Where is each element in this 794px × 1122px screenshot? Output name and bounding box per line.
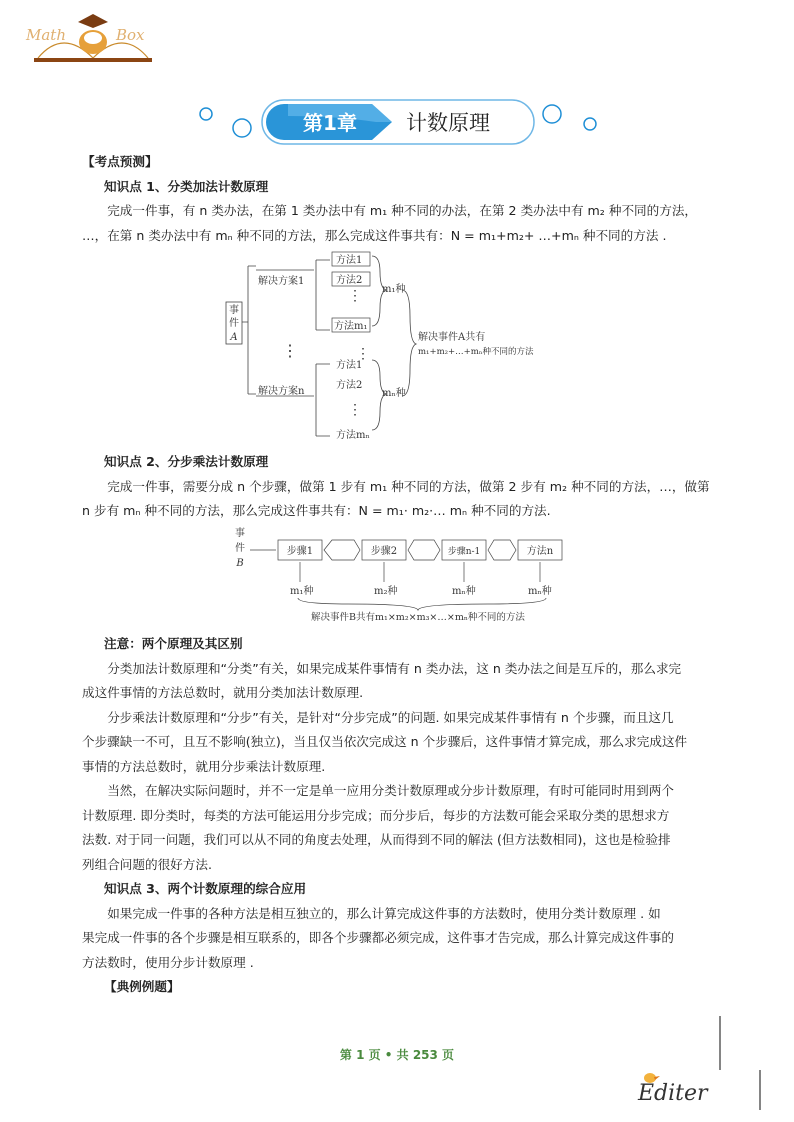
method-n1: 方法1 [336,360,363,371]
classification-diagram [222,246,582,446]
result-b: 解决事件B共有m₁×m₂×m₃×…×mₙ种不同的方法 [311,612,525,623]
svg-text:⋮: ⋮ [356,346,370,362]
note-p3a: 当然，在解决实际问题时，并不一定是单一应用分类计数原理或分步计数原理，有时可能同时用到两个 [107,783,674,798]
result-1: 解决事件A共有 [418,332,486,343]
k2-p2: n 步有 mₙ 种不同的方法，那么完成这件事共有：N = m₁· m₂·… mₙ 种不同的方法. [82,503,551,518]
note-p1a: 分类加法计数原理和“分类”有关，如果完成某件事情有 n 类办法，这 n 类办法之间是互斥的，那么求完 [107,660,682,676]
method-n2: 方法2 [336,380,363,391]
plan-1: 解决方案1 [258,276,305,287]
step-n: 方法n [526,546,554,557]
note-p2c: 事情的方法总数时，就用分步乘法计数原理. [82,758,326,774]
k3-p2: 果完成一件事的各个步骤是相互联系的，即各个步骤都必须完成，这件事才告完成，那么计算完成这件事的 [82,930,674,945]
section-examples: 【典例例题】 [104,979,180,994]
chapter-label: 第1章 [303,111,357,135]
note-p2b: 个步骤缺一不可，且互不影响(独立)，当且仅当依次完成这 n 个步骤后，这件事情才算完成，那么求完成这件 [82,734,688,749]
k3-p3: 方法数时，使用分步计数原理 . [82,954,254,970]
note-p3b: 计数原理. 即分类时，每类的方法可能运用分步完成；而分步后，每步的方法数可能会采取分类的思想求方 [82,807,670,823]
k2-heading: 知识点 2、分步乘法计数原理 [104,454,269,469]
k3-p1: 如果完成一件事的各种方法是相互独立的，那么计算完成这件事的方法数时，使用分类计数原理 . 如 [107,905,661,921]
event-b-1: 事 [235,528,245,539]
k1-p1: 完成一件事，有 n 类办法，在第 1 类办法中有 m₁ 种不同的办法，在第 2 类办法中有 m₂ 种不同的方法， [107,203,698,218]
count-1: m₁种 [290,586,314,597]
note-p3c: 法数. 对于同一问题，我们可以从不同的角度去处理，从而得到不同的解法 (但方法数相同)，这也是检验排 [82,832,671,847]
event-a-1: 事 [229,305,239,316]
chapter-banner [196,96,566,152]
content-2 [82,450,722,524]
page-footer: 第 1 页 • 共 253 页 [339,1048,455,1062]
svg-text:⋮: ⋮ [348,288,362,304]
event-a-3: A [230,332,238,343]
k3-heading: 知识点 3、两个计数原理的综合应用 [104,881,307,896]
event-b-2: 件 [235,543,245,554]
step-diagram [228,524,568,624]
logo-box: Box [116,26,145,44]
content-3 [82,632,722,1000]
count-2: m₂种 [374,586,398,597]
method-m1: 方法m₁ [334,321,368,332]
decor-circle [580,114,600,134]
plan-n: 解决方案n [258,386,305,397]
brace-m1: m₁种 [382,284,406,295]
note-p1b: 成这件事情的方法总数时，就用分类加法计数原理. [82,685,364,700]
event-b-3: B [236,558,244,569]
step-n-1: 步骤n-1 [447,547,481,557]
step-1: 步骤1 [286,546,314,557]
method-mn: 方法mₙ [336,430,370,441]
svg-text:⋮: ⋮ [282,341,298,360]
count-3: mₙ种 [452,586,476,597]
svg-text:⋮: ⋮ [348,402,362,418]
mathbox-logo [18,8,168,66]
result-2: m₁+m₂+…+mₙ种不同的方法 [418,347,534,357]
step-2: 步骤2 [370,546,398,557]
k1-heading: 知识点 1、分类加法计数原理 [104,178,269,194]
method-2: 方法2 [336,275,363,286]
note-heading: 注意：两个原理及其区别 [104,636,243,651]
brace-mn: mₙ种 [382,388,406,399]
note-p3d: 列组合问题的很好方法. [82,856,212,872]
chapter-title: 计数原理 [406,111,490,135]
count-4: mₙ种 [528,586,552,597]
content [82,150,722,248]
method-1: 方法1 [336,255,363,266]
logo-math: Math [26,26,66,44]
note-p2a: 分步乘法计数原理和“分步”有关，是针对“分步完成”的问题. 如果完成某件事情有 n 个步骤，而且这几 [107,709,674,725]
k1-p2: …，在第 n 类办法中有 mₙ 种不同的方法，那么完成这件事共有：N = m₁+m₂+ …+mₙ 种不同的方法 . [82,227,667,243]
section-prediction: 【考点预测】 [82,154,158,169]
event-a-2: 件 [229,318,239,329]
editer-text: Editer [638,1081,708,1106]
editer-logo [630,1058,760,1114]
k2-p1: 完成一件事，需要分成 n 个步骤，做第 1 步有 m₁ 种不同的方法，做第 2 步有 m₂ 种不同的方法，…，做第 [107,478,710,494]
